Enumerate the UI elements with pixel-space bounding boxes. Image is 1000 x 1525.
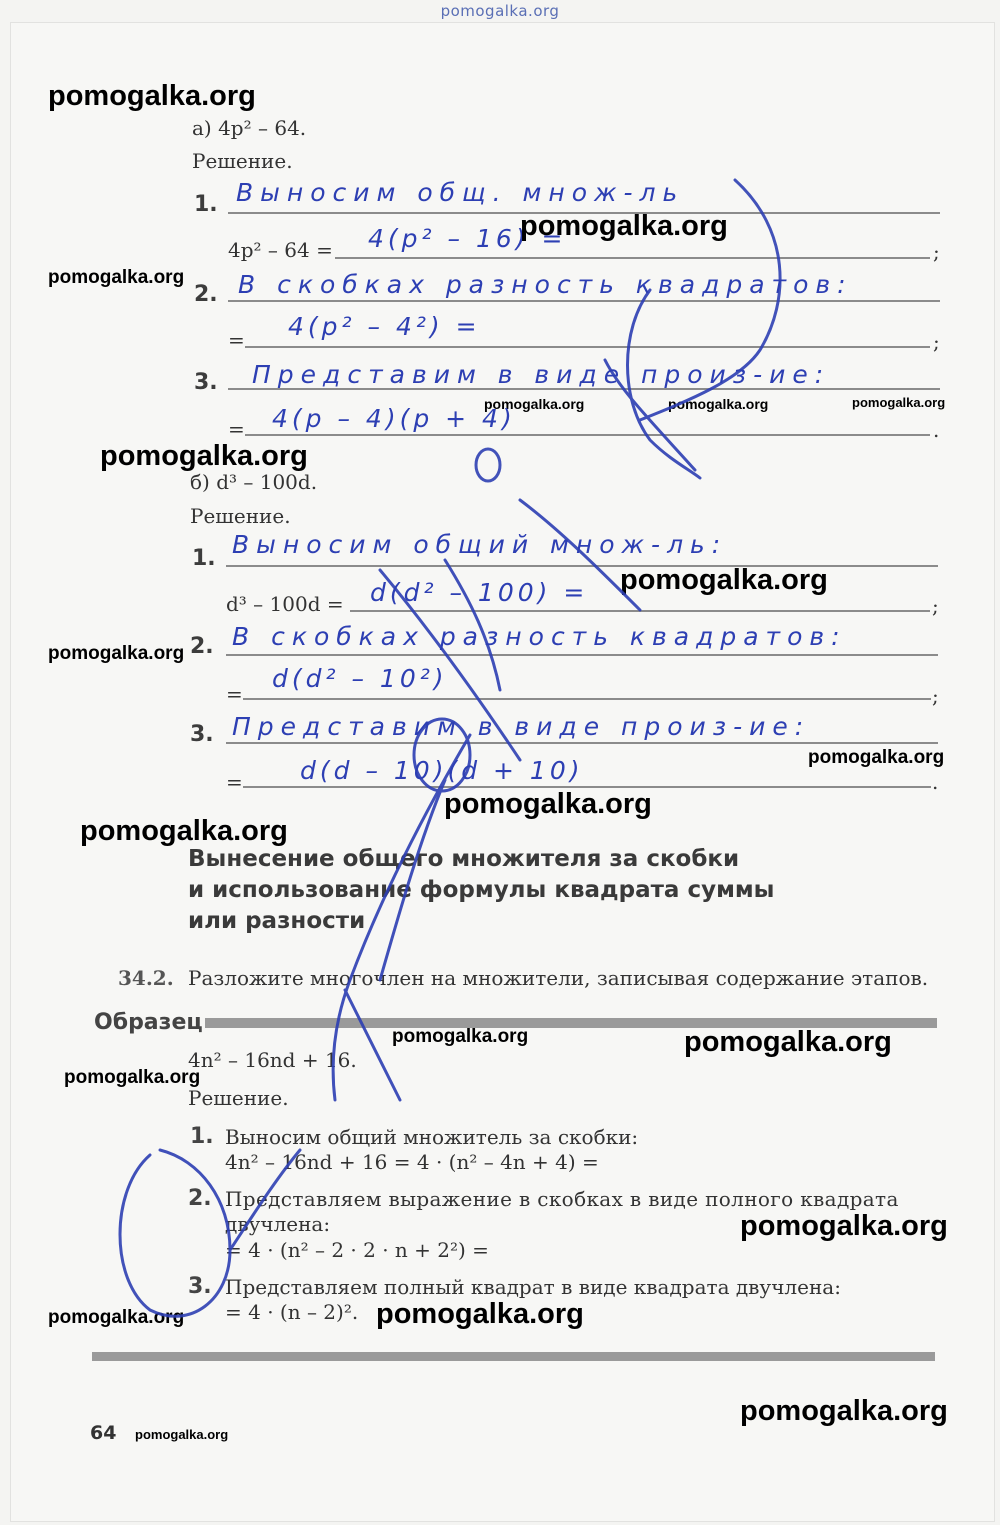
sample-step1-math: 4n² – 16nd + 16 = 4 · (n² – 4n + 4) = [225,1150,599,1174]
circle-mark [414,719,470,791]
watermark: pomogalka.org [740,1395,948,1427]
sample-step-number-1: 1. [190,1124,214,1149]
prefix-step3-b: = [226,770,243,794]
step-number-1b: 1. [192,546,216,571]
task-b: б) d³ – 100d. [190,470,318,494]
watermark: pomogalka.org [48,643,185,664]
expr-step1-a: 4p² – 64 = [228,238,333,262]
exercise-text: Разложите многочлен на множители, записывая содержание этапов. [188,966,929,990]
prefix-step2-b: = [226,682,243,706]
watermark: pomogalka.org [852,395,946,410]
check-stroke [345,990,400,1100]
watermark: pomogalka.org [484,396,585,412]
section-title-line3: или разности [188,908,366,934]
watermark: pomogalka.org [80,815,288,847]
check-stroke [628,290,701,478]
handwritten-result2-b: d(d² – 10²) [272,664,448,693]
task-a: а) 4p² – 64. [192,116,307,140]
solution-label-b: Решение. [190,504,291,528]
watermark: pomogalka.org [100,440,308,472]
sample-step2-text: Представляем выражение в скобках в виде полного квадрата [225,1187,899,1211]
check-stroke [520,500,640,610]
watermark: pomogalka.org [376,1298,584,1330]
handwritten-result3-a: 4(p – 4)(p + 4) [272,404,516,433]
expr-step1-b: d³ – 100d = [226,592,344,616]
step-number-3a: 3. [194,370,218,395]
check-stroke [445,560,500,690]
handwritten-result1-b: d(d² – 100) = [370,578,589,607]
period: . [933,418,940,442]
handwritten-step3-b: Представим в виде произ-ие: [232,712,811,741]
handwritten-step3-a: Представим в виде произ-ие: [252,360,831,389]
step-number-1a: 1. [194,192,218,217]
watermark: pomogalka.org [740,1210,948,1242]
watermark: pomogalka.org [135,1427,229,1442]
handwritten-result3-b: d(d – 10)(d + 10) [300,756,584,785]
sample-step3-math: = 4 · (n – 2)². [225,1300,359,1324]
watermark: pomogalka.org [620,564,828,596]
watermark: pomogalka.org [48,1307,185,1328]
check-stroke [380,570,520,760]
page-number: 64 [90,1422,117,1444]
semicolon: ; [933,330,940,354]
watermark: pomogalka.org [684,1026,892,1058]
watermark: pomogalka.org [48,267,185,288]
section-title-line1: Вынесение общего множителя за скобки [188,846,740,872]
semicolon: ; [933,240,940,264]
step-number-2b: 2. [190,634,214,659]
exercise-number: 34.2. [118,966,174,990]
handwritten-step1-b: Выносим общий множ-ль: [232,530,728,559]
check-stroke [380,780,445,980]
top-watermark: pomogalka.org [440,2,560,20]
step-number-3b: 3. [190,722,214,747]
handwritten-result1-a: 4(p² – 16) = [368,224,567,253]
sample-label: Образец [94,1010,203,1035]
check-stroke [640,180,780,420]
period: . [932,770,939,794]
watermark: pomogalka.org [444,788,652,820]
circle-mark [476,449,500,481]
section-title-line2: и использование формулы квадрата суммы [188,877,775,903]
watermark: pomogalka.org [668,396,769,412]
handwritten-result2-a: 4(p² – 4²) = [288,312,481,341]
sample-solution-label: Решение. [188,1086,289,1110]
step-number-2a: 2. [194,282,218,307]
watermark: pomogalka.org [392,1026,529,1047]
sample-step-number-2: 2. [188,1186,212,1211]
handwritten-step2-a: В скобках разность квадратов: [238,270,853,299]
sample-step3-text: Представляем полный квадрат в виде квадрата двучлена: [225,1275,841,1299]
circle-mark [120,1150,230,1316]
handwritten-step1-a: Выносим общ. множ-ль [236,178,685,207]
semicolon: ; [932,684,939,708]
solution-label-a: Решение. [192,149,293,173]
sample-step2-math: = 4 · (n² – 2 · 2 · n + 2²) = [225,1238,489,1262]
watermark: pomogalka.org [520,210,728,242]
sample-step2-text-cont: двучлена: [225,1212,331,1236]
handwritten-step2-b: В скобках разность квадратов: [232,622,847,651]
semicolon: ; [932,594,939,618]
prefix-step3-a: = [228,417,245,441]
watermark: pomogalka.org [808,747,945,768]
watermark: pomogalka.org [48,80,256,112]
sample-step-number-3: 3. [188,1274,212,1299]
check-stroke [230,1150,300,1250]
prefix-step2-a: = [228,328,245,352]
watermark: pomogalka.org [64,1067,201,1088]
sample-expression: 4n² – 16nd + 16. [188,1048,357,1072]
sample-step1-text: Выносим общий множитель за скобки: [225,1125,639,1149]
